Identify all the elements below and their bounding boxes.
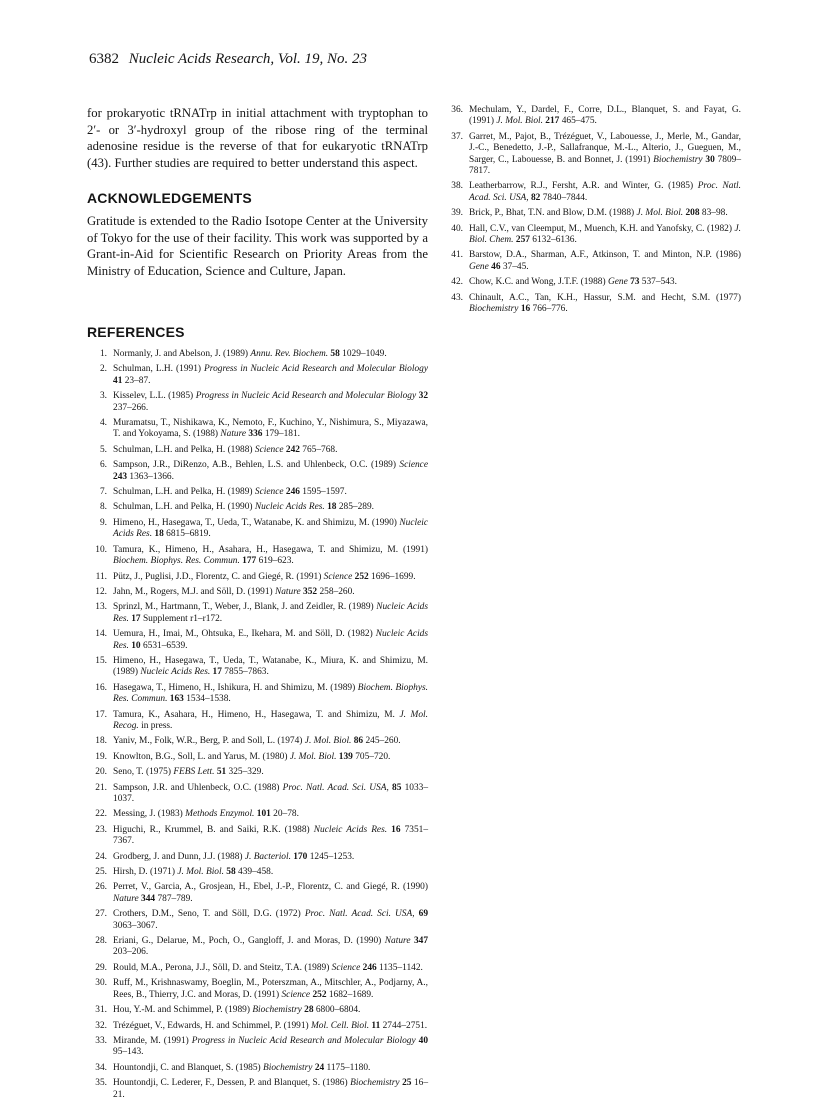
reference-volume: 177: [242, 556, 257, 567]
intro-paragraph: for prokaryotic tRNATrp in initial attachment with tryptophan to 2′- or 3′-hydroxyl group of the ribose ring of the terminal adenosine residue is the reverse of that for eukaryotic tRNATrp (43). Further studies are required to better understand this aspect.: [87, 106, 428, 170]
reference-journal: Progress in Nucleic Acid Research and Molecular Biology: [195, 391, 417, 402]
reference-pages: 787–789.: [157, 893, 193, 904]
reference-volume: 46: [491, 261, 501, 272]
reference-pages: 285–289.: [338, 502, 374, 513]
reference-number: 17.: [95, 709, 107, 720]
reference-journal: Proc. Natl. Acad. Sci. USA,: [282, 782, 389, 793]
reference-pages: 1175–1180.: [326, 1062, 371, 1073]
reference-item: [87, 867, 428, 878]
reference-item: [87, 1036, 428, 1059]
reference-item: [87, 783, 428, 806]
reference-authors: Hirsh, D. (1971): [113, 867, 175, 878]
reference-authors: Grodberg, J. and Dunn, J.J. (1988): [113, 851, 243, 862]
reference-pages: 179–181.: [264, 429, 300, 440]
reference-item: [87, 487, 428, 498]
references-list-right: [443, 105, 741, 320]
reference-volume: 17: [131, 613, 141, 624]
reference-pages: 465–475.: [561, 116, 597, 127]
reference-item: [87, 809, 428, 820]
reference-authors: Chow, K.C. and Wong, J.T.F. (1988): [469, 277, 606, 288]
reference-item: [443, 181, 741, 204]
reference-authors: Garret, M., Pajot, B., Trézéguet, V., Labouesse, J., Merle, M., Gandar, J.-C., Benedetto, J.-P., Sallafranque, M.-L., Alterio, J., Gueguen, M., Sarger, C., Labouesse, B. and Bonnet, J. (1991): [469, 131, 741, 165]
reference-pages: 37–45.: [502, 261, 529, 272]
reference-volume: 10: [131, 640, 141, 651]
reference-number: 20.: [95, 767, 107, 778]
reference-number: 9.: [99, 517, 107, 528]
reference-journal: Mol. Cell. Biol.: [310, 1020, 370, 1031]
reference-number: 23.: [95, 824, 107, 835]
reference-authors: Ruff, M., Krishnaswamy, Boeglin, M., Poterszman, A., Mitschler, A., Podjarny, A., Rees, B., Thierry, J.C. and Moras, D. (1991): [113, 978, 428, 1000]
page-number: 6382: [89, 51, 119, 67]
reference-volume: 243: [113, 471, 128, 482]
reference-number: 8.: [99, 502, 107, 513]
reference-authors: Rould, M.A., Perona, J.J., Söll, D. and Steitz, T.A. (1989): [113, 962, 330, 973]
reference-item: [87, 418, 428, 441]
reference-authors: Sampson, J.R., DiRenzo, A.B., Behlen, L.S. and Uhlenbeck, O.C. (1989): [113, 460, 396, 471]
reference-volume: 242: [285, 444, 300, 455]
reference-volume: 51: [216, 767, 227, 778]
reference-journal: Science: [254, 487, 284, 498]
reference-authors: Muramatsu, T., Nishikawa, K., Nemoto, F., Kuchino, Y., Nishimura, S., Miyazawa, T. and Yokoyama, S. (1988): [113, 418, 428, 440]
reference-item: [443, 208, 741, 219]
reference-number: 32.: [95, 1020, 107, 1031]
reference-journal: Nucleic Acids Res.: [313, 824, 388, 835]
reference-item: [87, 909, 428, 932]
reference-item: [87, 656, 428, 679]
reference-volume: 246: [362, 962, 377, 973]
reference-number: 29.: [95, 962, 107, 973]
reference-journal: J. Mol. Biol.: [636, 208, 684, 219]
reference-volume: 16: [391, 824, 401, 835]
reference-journal: Proc. Natl. Acad. Sci. USA,: [469, 181, 741, 203]
reference-number: 34.: [95, 1062, 107, 1073]
reference-journal: Biochemistry: [263, 1062, 313, 1073]
reference-authors: Hasegawa, T., Himeno, H., Ishikura, H. and Shimizu, M. (1989): [113, 682, 356, 693]
reference-volume: 82: [530, 192, 541, 203]
reference-journal: Nature: [274, 586, 301, 597]
reference-volume: 246: [285, 487, 300, 498]
reference-pages: 619–623.: [258, 556, 294, 567]
reference-volume: 58: [330, 349, 340, 359]
reference-authors: Mechulam, Y., Dardel, F., Corre, D.L., Blanquet, S. and Fayat, G. (1991): [469, 105, 741, 127]
reference-authors: Eriani, G., Delarue, M., Poch, O., Gangloff, J. and Moras, D. (1990): [113, 936, 382, 947]
reference-number: 16.: [95, 682, 107, 693]
reference-authors: Schulman, L.H. and Pelka, H. (1990): [113, 502, 253, 513]
reference-number: 36.: [451, 105, 463, 115]
reference-volume: 73: [630, 277, 640, 288]
reference-number: 15.: [95, 655, 107, 666]
reference-authors: Hountondji, C. Lederer, F., Dessen, P. and Blanquet, S. (1986): [113, 1078, 348, 1089]
reference-pages: 7840–7844.: [542, 192, 588, 203]
reference-pages: 705–720.: [355, 751, 391, 762]
reference-pages: 203–206.: [113, 947, 149, 958]
reference-journal: Biochem. Biophys. Res. Commun.: [113, 556, 240, 567]
reference-pages: 20–78.: [273, 809, 299, 820]
reference-number: 30.: [95, 978, 107, 989]
reference-authors: Perret, V., Garcia, A., Grosjean, H., Ebel, J.-P., Florentz, C. and Giegé, R. (1990): [113, 882, 428, 893]
reference-authors: Barstow, D.A., Sharman, A.F., Atkinson, T. and Minton, N.P. (1986): [469, 250, 741, 261]
reference-pages: 95–143.: [113, 1047, 144, 1058]
reference-number: 43.: [451, 292, 463, 303]
reference-number: 6.: [99, 460, 107, 471]
reference-item: [87, 545, 428, 568]
reference-number: 38.: [451, 181, 463, 192]
reference-volume: 41: [113, 375, 123, 386]
reference-authors: Schulman, L.H. and Pelka, H. (1989): [113, 487, 253, 498]
reference-number: 31.: [95, 1005, 107, 1016]
reference-number: 7.: [99, 487, 107, 498]
reference-item: [87, 445, 428, 456]
reference-journal: Science: [281, 989, 311, 1000]
reference-item: [87, 349, 428, 360]
reference-authors: Trézéguet, V., Edwards, H. and Schimmel, P. (1991): [113, 1020, 309, 1031]
reference-authors: Tamura, K., Himeno, H., Asahara, H., Hasegawa, T. and Shimizu, M. (1991): [113, 544, 428, 555]
reference-journal: Science: [399, 460, 428, 471]
reference-journal: Biochemistry: [252, 1005, 302, 1016]
reference-journal: Nature: [113, 893, 139, 904]
reference-item: [87, 587, 428, 598]
reference-authors: Hountondji, C. and Blanquet, S. (1985): [113, 1062, 261, 1073]
reference-number: 40.: [451, 223, 463, 234]
reference-item: [87, 683, 428, 706]
reference-item: [87, 502, 428, 513]
reference-journal: J. Mol. Biol.: [496, 116, 543, 127]
reference-item: [87, 752, 428, 763]
reference-pages: 2744–2751.: [382, 1020, 428, 1031]
reference-number: 19.: [95, 751, 107, 762]
journal-line: Nucleic Acids Research, Vol. 19, No. 23: [128, 51, 368, 67]
reference-pages: 1135–1142.: [379, 962, 423, 973]
reference-pages: 6815–6819.: [166, 529, 211, 540]
reference-number: 25.: [95, 867, 107, 878]
reference-number: 39.: [451, 208, 463, 219]
reference-item: [87, 710, 428, 733]
references-heading: REFERENCES: [87, 324, 185, 340]
reference-volume: 69: [418, 909, 429, 920]
reference-item: [443, 250, 741, 273]
reference-pages: 23–87.: [124, 375, 151, 386]
reference-journal: Nucleic Acids Res.: [113, 602, 429, 624]
reference-journal: Nucleic Acids Res.: [140, 667, 211, 678]
reference-journal: Biochemistry: [469, 304, 519, 315]
reference-item: [87, 963, 428, 974]
reference-item: [443, 293, 741, 316]
reference-volume: 18: [327, 502, 337, 513]
reference-pages: 537–543.: [641, 277, 677, 288]
reference-item: [87, 1021, 428, 1032]
reference-volume: 40: [418, 1035, 429, 1046]
reference-authors: Chinault, A.C., Tan, K.H., Hassur, S.M. and Hecht, S.M. (1977): [469, 292, 741, 303]
reference-item: [443, 132, 741, 178]
reference-authors: Sampson, J.R. and Uhlenbeck, O.C. (1988): [113, 782, 280, 793]
reference-volume: 24: [314, 1062, 325, 1073]
reference-pages: 6531–6539.: [142, 640, 188, 651]
reference-authors: Messing, J. (1983): [113, 809, 183, 820]
reference-journal: Gene: [607, 277, 628, 288]
reference-item: [87, 1063, 428, 1074]
reference-pages: 7351–7367.: [113, 824, 429, 847]
reference-volume: 252: [312, 989, 327, 1000]
reference-number: 2.: [99, 364, 107, 375]
reference-number: 41.: [451, 250, 463, 261]
reference-number: 22.: [95, 809, 107, 820]
reference-volume: 32: [418, 391, 429, 402]
reference-volume: 217: [545, 116, 560, 127]
reference-number: 14.: [95, 629, 107, 640]
reference-journal: Nucleic Acids Res.: [113, 629, 429, 651]
references-list-left: [87, 349, 428, 1105]
reference-authors: Knowlton, B.G., Soll, L. and Yarus, M. (1980): [113, 751, 288, 762]
reference-volume: 347: [413, 936, 429, 947]
reference-journal: Methods Enzymol.: [185, 809, 255, 820]
reference-pages: 3063–3067.: [113, 920, 158, 931]
reference-authors: Pütz, J., Puglisi, J.D., Florentz, C. and Giegé, R. (1991): [113, 571, 322, 582]
reference-item: [87, 460, 428, 483]
reference-number: 1.: [99, 349, 107, 359]
reference-number: 5.: [99, 444, 107, 455]
reference-volume: 336: [248, 429, 263, 440]
reference-journal: Progress in Nucleic Acid Research and Molecular Biology: [191, 1035, 416, 1046]
reference-pages: 83–98.: [701, 208, 728, 219]
reference-item: [443, 224, 741, 247]
reference-authors: Brick, P., Bhat, T.N. and Blow, D.M. (1988): [469, 208, 635, 219]
reference-number: 3.: [99, 391, 107, 402]
reference-pages: 245–260.: [365, 736, 401, 747]
reference-pages: in press.: [141, 720, 173, 731]
reference-journal: Nucleic Acids Res.: [254, 502, 325, 513]
reference-volume: 18: [154, 529, 164, 540]
reference-pages: 1245–1253.: [309, 851, 355, 862]
reference-authors: Seno, T. (1975): [113, 767, 171, 778]
reference-journal: Gene: [469, 261, 489, 272]
reference-authors: Hall, C.V., van Cleemput, M., Muench, K.H. and Yanofsky, C. (1982): [469, 223, 732, 234]
reference-journal: Science: [331, 962, 361, 973]
reference-pages: 258–260.: [319, 586, 355, 597]
reference-item: [87, 572, 428, 583]
reference-journal: J. Mol. Biol.: [289, 751, 337, 762]
reference-authors: Sprinzl, M., Hartmann, T., Weber, J., Blank, J. and Zeidler, R. (1989): [113, 602, 374, 613]
reference-volume: 58: [226, 867, 236, 878]
reference-journal: Annu. Rev. Biochem.: [250, 349, 329, 359]
reference-volume: 139: [338, 751, 353, 762]
reference-item: [87, 391, 428, 414]
reference-item: [87, 936, 428, 959]
reference-volume: 11: [371, 1020, 381, 1031]
reference-number: 26.: [95, 882, 107, 893]
reference-volume: 257: [515, 235, 530, 246]
reference-number: 13.: [95, 602, 107, 613]
reference-journal: Nature: [220, 429, 247, 440]
reference-number: 24.: [95, 851, 107, 862]
reference-journal: J. Mol. Biol.: [304, 736, 352, 747]
reference-item: [87, 736, 428, 747]
reference-item: [443, 105, 741, 128]
reference-authors: Schulman, L.H. and Pelka, H. (1988): [113, 444, 253, 455]
reference-volume: 16: [520, 304, 531, 315]
reference-item: [87, 882, 428, 905]
reference-journal: J. Mol. Recog.: [113, 709, 429, 731]
reference-number: 12.: [95, 586, 107, 597]
reference-volume: 170: [293, 851, 308, 862]
reference-number: 27.: [95, 909, 107, 920]
reference-journal: Biochemistry: [350, 1078, 400, 1089]
reference-item: [87, 629, 428, 652]
reference-pages: 1363–1366.: [129, 471, 174, 482]
reference-journal: Nature: [384, 936, 411, 947]
reference-number: 35.: [95, 1078, 107, 1089]
reference-item: [87, 602, 428, 625]
reference-item: [87, 978, 428, 1001]
reference-volume: 101: [256, 809, 271, 820]
reference-authors: Higuchi, R., Krummel, B. and Saiki, R.K. (1988): [113, 824, 310, 835]
reference-pages: 1534–1538.: [186, 694, 231, 705]
reference-number: 11.: [95, 571, 107, 582]
reference-volume: 86: [353, 736, 364, 747]
reference-volume: 352: [303, 586, 318, 597]
reference-pages: 1682–1689.: [328, 989, 374, 1000]
reference-number: 18.: [95, 736, 107, 747]
reference-pages: 1029–1049.: [342, 349, 387, 359]
reference-journal: Progress in Nucleic Acid Research and Molecular Biology: [204, 364, 428, 375]
reference-pages: 6132–6136.: [532, 235, 577, 246]
reference-volume: 25: [402, 1078, 412, 1089]
reference-pages: 766–776.: [532, 304, 568, 315]
reference-number: 33.: [95, 1035, 107, 1046]
reference-authors: Hou, Y.-M. and Schimmel, P. (1989): [113, 1005, 250, 1016]
reference-authors: Himeno, H., Hasegawa, T., Ueda, T., Watanabe, K., Miura, K. and Shimizu, M. (1989): [113, 655, 428, 678]
reference-pages: 765–768.: [302, 444, 338, 455]
reference-pages: Supplement r1–r172.: [142, 613, 223, 624]
reference-pages: 237–266.: [113, 402, 149, 413]
reference-authors: Normanly, J. and Abelson, J. (1989): [113, 349, 249, 359]
reference-journal: Science: [323, 571, 353, 582]
reference-journal: Biochemistry: [653, 154, 703, 165]
reference-authors: Uemura, H., Imai, M., Ohtsuka, E., Ikehara, M. and Söll, D. (1982): [113, 629, 373, 640]
reference-volume: 208: [685, 208, 700, 219]
reference-pages: 7809–7817.: [469, 154, 742, 177]
reference-journal: J. Mol. Biol.: [177, 867, 224, 878]
reference-journal: Nucleic Acids Res.: [113, 517, 429, 540]
reference-pages: 7855–7863.: [224, 667, 269, 678]
reference-pages: 439–458.: [238, 867, 274, 878]
reference-item: [87, 825, 428, 848]
reference-pages: 16–21.: [113, 1078, 429, 1100]
reference-number: 4.: [99, 418, 107, 429]
reference-journal: Biochem. Biophys. Res. Commun.: [113, 682, 429, 705]
reference-pages: 1033–1037.: [113, 782, 429, 804]
reference-number: 37.: [451, 131, 463, 142]
reference-journal: Science: [254, 444, 284, 455]
reference-item: [87, 364, 428, 387]
reference-item: [87, 767, 428, 778]
reference-authors: Kisselev, L.L. (1985): [113, 391, 194, 402]
reference-pages: 1696–1699.: [371, 571, 416, 582]
reference-authors: Leatherbarrow, R.J., Fersht, A.R. and Winter, G. (1985): [469, 181, 694, 192]
reference-item: [87, 1005, 428, 1016]
reference-volume: 28: [304, 1005, 314, 1016]
reference-item: [87, 518, 428, 541]
reference-authors: Mirande, M. (1991): [113, 1035, 189, 1046]
reference-volume: 252: [354, 571, 369, 582]
reference-authors: Himeno, H., Hasegawa, T., Ueda, T., Watanabe, K. and Shimizu, M. (1990): [113, 517, 397, 528]
reference-item: [443, 277, 741, 288]
acknowledgements-text: Gratitude is extended to the Radio Isotope Center at the University of Tokyo for the use of their facility. This work was supported by a Grant-in-Aid for Scientific Research on Priority Areas from the Ministry of Education, Science and Culture, Japan.: [87, 214, 428, 278]
reference-volume: 17: [212, 667, 222, 678]
reference-item: [87, 852, 428, 863]
reference-journal: J. Biol. Chem.: [469, 223, 741, 246]
reference-volume: 344: [141, 893, 156, 904]
reference-authors: Crothers, D.M., Seno, T. and Söll, D.G. (1972): [113, 909, 301, 920]
reference-journal: J. Bacteriol.: [244, 851, 291, 862]
reference-volume: 85: [392, 782, 402, 793]
reference-journal: FEBS Lett.: [173, 767, 215, 778]
reference-pages: 1595–1597.: [302, 487, 347, 498]
reference-pages: 325–329.: [228, 767, 264, 778]
acknowledgements-heading: ACKNOWLEDGEMENTS: [87, 190, 252, 206]
reference-authors: Jahn, M., Rogers, M.J. and Söll, D. (1991): [113, 586, 273, 597]
reference-number: 28.: [95, 936, 107, 947]
reference-number: 42.: [451, 277, 463, 288]
reference-number: 10.: [95, 544, 107, 555]
reference-authors: Tamura, K., Asahara, H., Himeno, H., Hasegawa, T. and Shimizu, M.: [113, 709, 395, 720]
reference-pages: 6800–6804.: [315, 1005, 361, 1016]
reference-authors: Schulman, L.H. (1991): [113, 364, 202, 375]
reference-journal: Proc. Natl. Acad. Sci. USA,: [304, 909, 415, 920]
reference-authors: Yaniv, M., Folk, W.R., Berg, P. and Soll, L. (1974): [113, 736, 303, 747]
running-header: [89, 51, 367, 68]
reference-volume: 163: [169, 694, 184, 705]
reference-volume: 30: [705, 154, 715, 165]
reference-number: 21.: [95, 782, 107, 793]
